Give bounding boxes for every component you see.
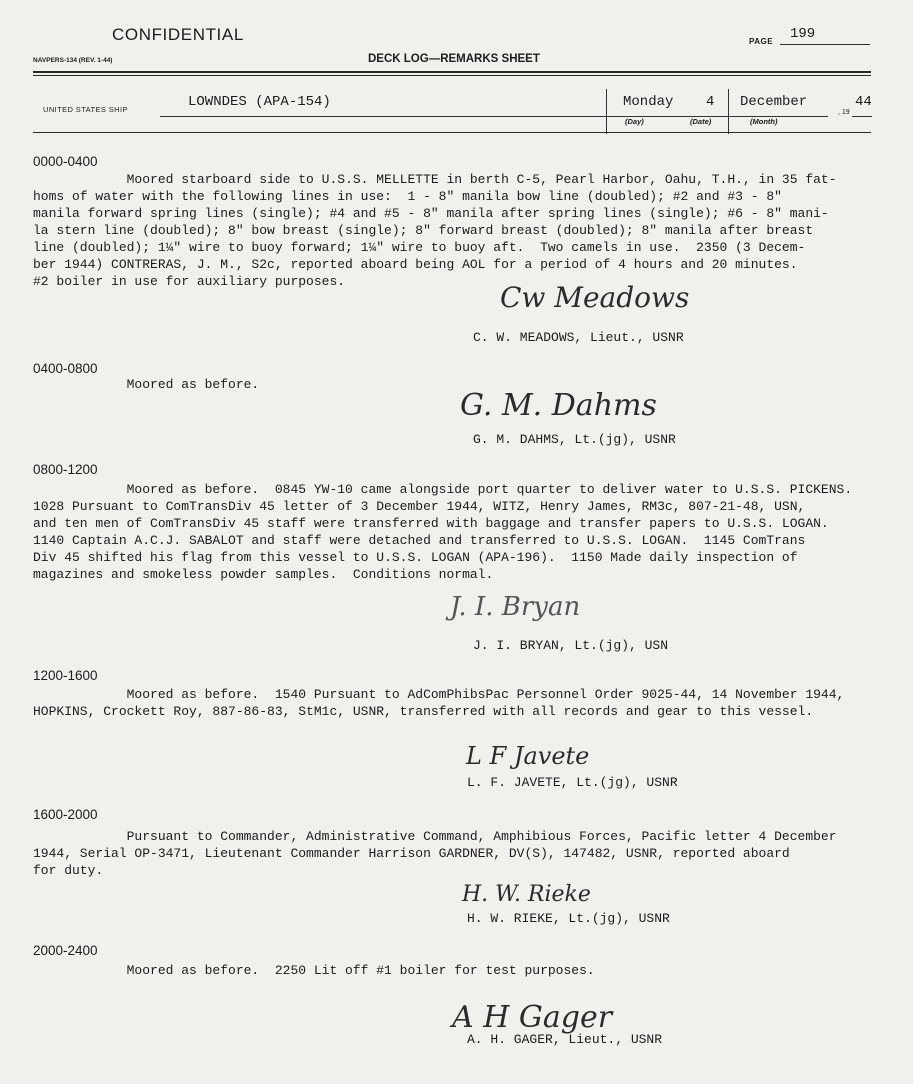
- handwritten-signature: A H Gager: [452, 1000, 613, 1035]
- handwritten-signature: L F Javete: [466, 742, 590, 770]
- year-underline: [852, 116, 872, 117]
- month-caption: (Month): [750, 117, 778, 126]
- watch-time: 0800-1200: [33, 462, 98, 477]
- remarks-text: Moored as before. 2250 Lit off #1 boiler for test purposes.: [33, 963, 595, 978]
- form-number: NAVPERS-134 (REV. 1-44): [33, 57, 113, 64]
- date-caption: (Date): [690, 117, 712, 126]
- classification-label: CONFIDENTIAL: [112, 25, 244, 44]
- year-prefix: , 19: [838, 109, 850, 116]
- log-day: Monday: [623, 94, 674, 110]
- page-number: 199: [790, 26, 816, 42]
- remarks-text: Moored as before.: [33, 377, 260, 392]
- sheet-title: DECK LOG—REMARKS SHEET: [368, 53, 540, 65]
- officer-signature-name: H. W. RIEKE, Lt.(jg), USNR: [467, 911, 670, 926]
- officer-signature-name: J. I. BRYAN, Lt.(jg), USN: [473, 638, 669, 653]
- log-month: December: [740, 94, 808, 110]
- header-rule-bottom: [33, 132, 871, 133]
- date-divider-right: [728, 89, 729, 134]
- page-label: PAGE: [749, 37, 774, 46]
- ship-label: UNITED STATES SHIP: [43, 105, 128, 114]
- handwritten-signature: Cw Meadows: [500, 281, 690, 314]
- watch-time: 1200-1600: [33, 668, 98, 683]
- handwritten-signature: H. W. Rieke: [462, 882, 591, 907]
- remarks-text: Pursuant to Commander, Administrative Command, Amphibious Forces, Pacific letter 4 December 1944, Serial OP-3471, Lieutenant Commander Harrison GARDNER, DV(S), 147482, USNR, reported aboard for duty.: [33, 829, 837, 878]
- officer-signature-name: A. H. GAGER, Lieut., USNR: [467, 1032, 663, 1047]
- header-rule-top-thin: [33, 75, 871, 76]
- remarks-text: Moored starboard side to U.S.S. MELLETTE in berth C-5, Pearl Harbor, Oahu, T.H., in 35 fat- homs of water with the following lines in use: 1 - 8" manila bow line (doubled); #2 and #3 - 8" manila forward spring lines (single); #4 and #5 - 8" manila after spring lines (single); #6 - 8" mani- la stern line (doubled); 8" bow breast (single); 8" forward breast (doubled); 8" manila after breast line (doubled); 1¼" wire to buoy forward; 1¼" wire to buoy aft. Two camels in use. 2350 (3 Decem- ber 1944) CONTRERAS, J. M., S2c, reported aboard being AOL for a period of 4 hours and 20 minutes. #2 boiler in use for auxiliary purposes.: [33, 172, 837, 289]
- officer-signature-name: L. F. JAVETE, Lt.(jg), USNR: [467, 775, 678, 790]
- watch-time: 2000-2400: [33, 943, 98, 958]
- log-date: 4: [706, 94, 715, 110]
- date-divider-left: [606, 89, 607, 134]
- watch-time: 1600-2000: [33, 807, 98, 822]
- page-number-underline: [780, 44, 870, 45]
- log-year: 44: [855, 94, 872, 110]
- handwritten-signature: J. I. Bryan: [450, 592, 581, 622]
- remarks-text: Moored as before. 0845 YW-10 came alongside port quarter to deliver water to U.S.S. PICKENS. 1028 Pursuant to ComTransDiv 45 letter of 3 December 1944, WITZ, Henry James, RM3c, 807-21-48, USN, and ten men of ComTransDiv 45 staff were transferred with baggage and transfer papers to U.S.S. LOGAN. 1140 Captain A.C.J. SABALOT and staff were detached and transferred to U.S.S. LOGAN. 1145 ComTrans Div 45 shifted his flag from this vessel to U.S.S. LOGAN (APA-196). 1150 Made daily inspection of magazines and smokeless powder samples. Conditions normal.: [33, 482, 853, 582]
- header-rule-top: [33, 71, 871, 73]
- watch-time: 0000-0400: [33, 154, 98, 169]
- remarks-text: Moored as before. 1540 Pursuant to AdComPhibsPac Personnel Order 9025-44, 14 November 1944, HOPKINS, Crockett Roy, 887-86-83, StM1c, USNR, transferred with all records and gear to this vessel.: [33, 687, 845, 719]
- handwritten-signature: G. M. Dahms: [460, 388, 657, 423]
- officer-signature-name: G. M. DAHMS, Lt.(jg), USNR: [473, 432, 676, 447]
- ship-name: LOWNDES (APA-154): [188, 94, 331, 110]
- watch-time: 0400-0800: [33, 361, 98, 376]
- officer-signature-name: C. W. MEADOWS, Lieut., USNR: [473, 330, 684, 345]
- ship-name-underline: [160, 116, 606, 117]
- day-caption: (Day): [625, 117, 644, 126]
